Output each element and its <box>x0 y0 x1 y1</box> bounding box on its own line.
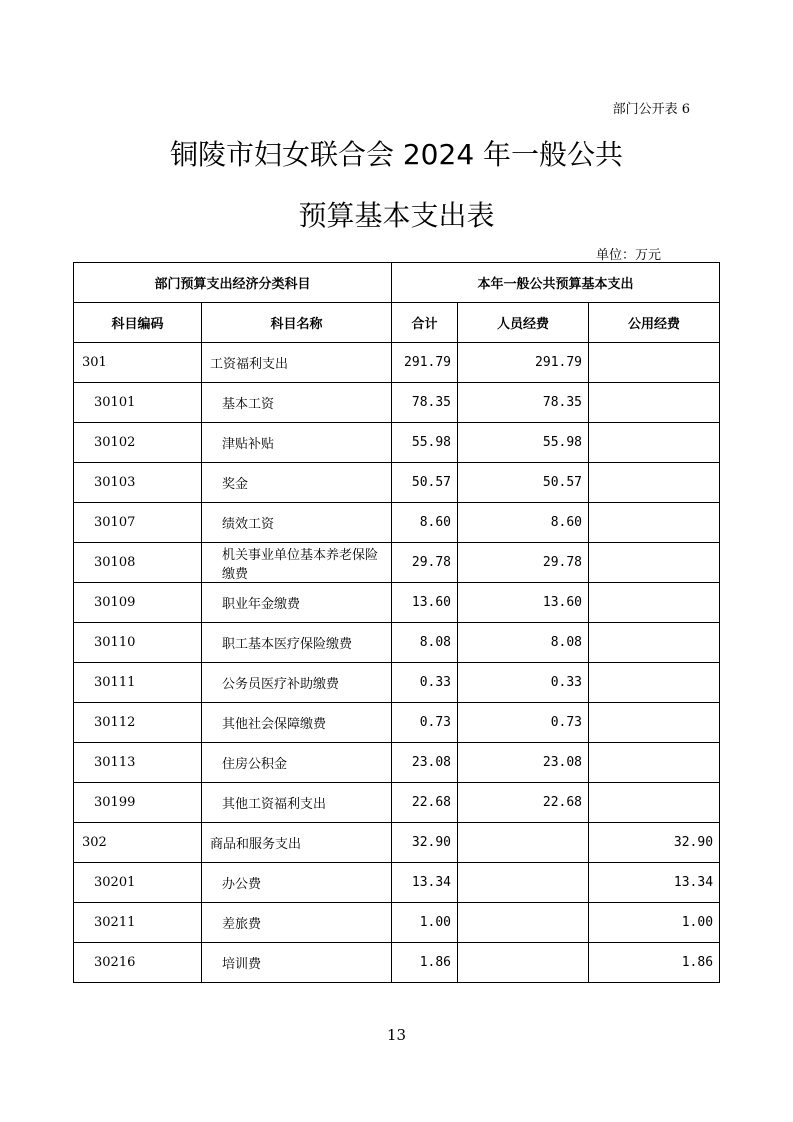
cell-total: 8.08 <box>392 623 458 663</box>
cell-code: 30111 <box>74 663 202 703</box>
cell-total: 13.60 <box>392 583 458 623</box>
cell-public: 1.00 <box>589 903 720 943</box>
cell-total: 0.33 <box>392 663 458 703</box>
cell-personnel <box>458 903 589 943</box>
col-header-total: 合计 <box>392 303 458 343</box>
cell-name: 其他社会保障缴费 <box>202 703 392 743</box>
table-row <box>74 783 720 823</box>
cell-code: 301 <box>74 343 202 383</box>
cell-code: 30113 <box>74 743 202 783</box>
cell-code: 30201 <box>74 863 202 903</box>
cell-public <box>589 463 720 503</box>
group-header-right: 本年一般公共预算基本支出 <box>392 263 720 303</box>
cell-name: 职业年金缴费 <box>202 583 392 623</box>
cell-name: 工资福利支出 <box>202 343 392 383</box>
cell-public <box>589 343 720 383</box>
table-group-header <box>74 263 720 303</box>
cell-total: 1.86 <box>392 943 458 983</box>
cell-public <box>589 583 720 623</box>
col-header-public: 公用经费 <box>589 303 720 343</box>
page-number: 13 <box>386 1026 407 1044</box>
cell-personnel <box>458 863 589 903</box>
cell-public: 1.86 <box>589 943 720 983</box>
cell-total: 23.08 <box>392 743 458 783</box>
cell-public <box>589 423 720 463</box>
cell-name: 机关事业单位基本养老保险缴费 <box>202 543 392 583</box>
table-row <box>74 423 720 463</box>
cell-personnel: 78.35 <box>458 383 589 423</box>
page-title-line2: 预算基本支出表 <box>298 199 495 232</box>
cell-public <box>589 623 720 663</box>
cell-total: 8.60 <box>392 503 458 543</box>
cell-code: 30110 <box>74 623 202 663</box>
cell-public <box>589 543 720 583</box>
cell-name: 奖金 <box>202 463 392 503</box>
table-body <box>74 343 720 983</box>
cell-total: 13.34 <box>392 863 458 903</box>
cell-code: 30199 <box>74 783 202 823</box>
table-row <box>74 543 720 583</box>
table-column-header <box>74 303 720 343</box>
table-row <box>74 343 720 383</box>
cell-public: 32.90 <box>589 823 720 863</box>
cell-public <box>589 663 720 703</box>
cell-personnel: 22.68 <box>458 783 589 823</box>
cell-personnel <box>458 823 589 863</box>
cell-total: 291.79 <box>392 343 458 383</box>
cell-name: 绩效工资 <box>202 503 392 543</box>
table-row <box>74 663 720 703</box>
cell-personnel: 13.60 <box>458 583 589 623</box>
cell-personnel: 29.78 <box>458 543 589 583</box>
cell-name: 差旅费 <box>202 903 392 943</box>
table-row <box>74 463 720 503</box>
cell-name: 职工基本医疗保险缴费 <box>202 623 392 663</box>
cell-code: 30102 <box>74 423 202 463</box>
cell-code: 30109 <box>74 583 202 623</box>
cell-personnel: 23.08 <box>458 743 589 783</box>
table-row <box>74 943 720 983</box>
cell-name: 培训费 <box>202 943 392 983</box>
cell-code: 30107 <box>74 503 202 543</box>
cell-name: 津贴补贴 <box>202 423 392 463</box>
cell-name: 其他工资福利支出 <box>202 783 392 823</box>
cell-total: 32.90 <box>392 823 458 863</box>
cell-personnel: 8.08 <box>458 623 589 663</box>
cell-total: 0.73 <box>392 703 458 743</box>
cell-code: 30101 <box>74 383 202 423</box>
cell-code: 30211 <box>74 903 202 943</box>
cell-personnel: 8.60 <box>458 503 589 543</box>
cell-code: 302 <box>74 823 202 863</box>
cell-total: 29.78 <box>392 543 458 583</box>
table-row <box>74 703 720 743</box>
table-row <box>74 903 720 943</box>
cell-public: 13.34 <box>589 863 720 903</box>
cell-name: 商品和服务支出 <box>202 823 392 863</box>
cell-personnel: 50.57 <box>458 463 589 503</box>
cell-personnel: 0.33 <box>458 663 589 703</box>
cell-personnel: 0.73 <box>458 703 589 743</box>
cell-total: 78.35 <box>392 383 458 423</box>
table-row <box>74 743 720 783</box>
cell-personnel <box>458 943 589 983</box>
cell-personnel: 291.79 <box>458 343 589 383</box>
cell-total: 22.68 <box>392 783 458 823</box>
cell-code: 30216 <box>74 943 202 983</box>
cell-public <box>589 743 720 783</box>
unit-label: 单位：万元 <box>595 248 661 263</box>
group-header-left: 部门预算支出经济分类科目 <box>74 263 392 303</box>
cell-public <box>589 383 720 423</box>
cell-personnel: 55.98 <box>458 423 589 463</box>
table-row <box>74 863 720 903</box>
col-header-name: 科目名称 <box>202 303 392 343</box>
budget-table <box>73 262 720 983</box>
cell-code: 30103 <box>74 463 202 503</box>
col-header-personnel: 人员经费 <box>458 303 589 343</box>
cell-total: 50.57 <box>392 463 458 503</box>
cell-public <box>589 503 720 543</box>
cell-total: 1.00 <box>392 903 458 943</box>
cell-name: 公务员医疗补助缴费 <box>202 663 392 703</box>
cell-public <box>589 783 720 823</box>
table-row <box>74 583 720 623</box>
table-row <box>74 383 720 423</box>
table-row <box>74 623 720 663</box>
cell-name: 基本工资 <box>202 383 392 423</box>
cell-public <box>589 703 720 743</box>
table-row <box>74 823 720 863</box>
cell-name: 住房公积金 <box>202 743 392 783</box>
page-title-line1: 铜陵市妇女联合会 2024 年一般公共 <box>169 138 624 171</box>
cell-code: 30108 <box>74 543 202 583</box>
cell-name: 办公费 <box>202 863 392 903</box>
table-row <box>74 503 720 543</box>
cell-code: 30112 <box>74 703 202 743</box>
cell-total: 55.98 <box>392 423 458 463</box>
document-tag: 部门公开表 6 <box>612 102 690 117</box>
col-header-code: 科目编码 <box>74 303 202 343</box>
